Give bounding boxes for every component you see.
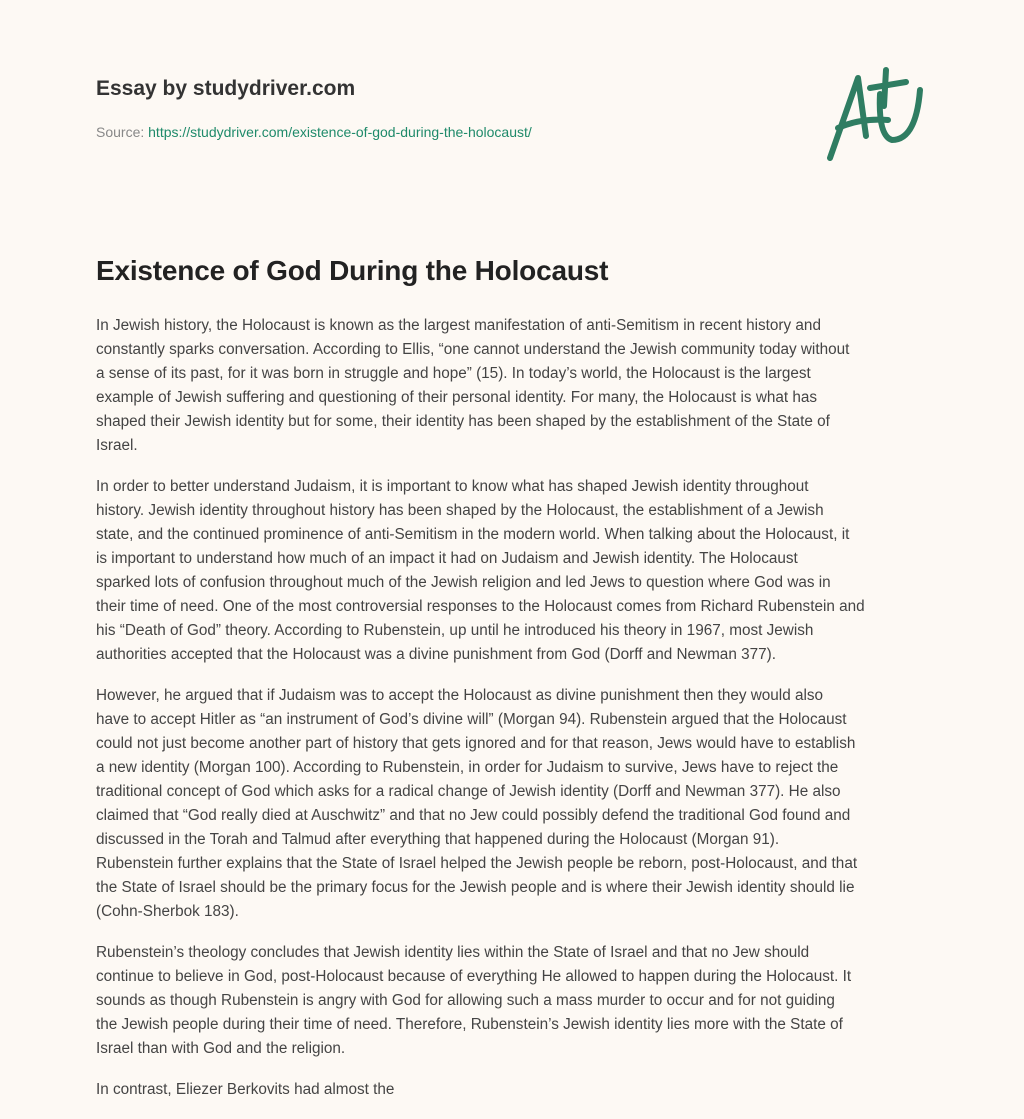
paragraph-line: In Jewish history, the Holocaust is known as the largest manifestation of anti-Semitism in recent history and	[96, 317, 821, 334]
essay-paragraph	[96, 314, 956, 458]
essay-paragraph	[96, 684, 956, 924]
paragraph-line: Rubenstein further explains that the State of Israel helped the Jewish people be reborn, post-Holocaust, and that	[96, 855, 858, 872]
paragraph-line: continue to believe in God, post-Holocaust because of everything He allowed to happen during the Holocaust. It	[96, 968, 852, 985]
page-title: Existence of God During the Holocaust	[96, 255, 609, 286]
paragraph-line: the Jewish people during their time of need. Therefore, Rubenstein’s Jewish identity lies more with the State of	[96, 1016, 843, 1033]
essay-paragraph	[96, 941, 956, 1061]
paragraph-line: a sense of its past, for it was born in struggle and hope” (15). In today’s world, the Holocaust is the largest	[96, 365, 811, 382]
source-line	[96, 124, 532, 140]
paragraph-line: have to accept Hitler as “an instrument of God’s divine will” (Morgan 94). Rubenstein argued that the Holocaust	[96, 711, 847, 728]
paragraph-line: traditional concept of God which asks for a radical change of Jewish identity (Dorff and Newman 377). He also	[96, 783, 841, 800]
essay-paragraph	[96, 1078, 956, 1102]
paragraph-line: (Cohn-Sherbok 183).	[96, 903, 239, 920]
a-plus-logo-icon	[820, 66, 930, 166]
essay-paragraph	[96, 475, 956, 667]
paragraph-line: a new identity (Morgan 100). According to Rubenstein, in order for Judaism to survive, Jews have to reject the	[96, 759, 839, 776]
essay-body	[96, 314, 956, 1119]
paragraph-line: In order to better understand Judaism, it is important to know what has shaped Jewish identity throughout	[96, 478, 809, 495]
paragraph-line: is important to understand how much of an impact it had on Judaism and Jewish identity. The Holocaust	[96, 550, 798, 567]
paragraph-line: could not just become another part of history that gets ignored and for that reason, Jews would have to establish	[96, 735, 856, 752]
paragraph-line: sounds as though Rubenstein is angry with God for allowing such a mass murder to occur and for not guiding	[96, 992, 835, 1009]
paragraph-line: the State of Israel should be the primary focus for the Jewish people and is where their Jewish identity should lie	[96, 879, 855, 896]
paragraph-line: state, and the continued prominence of anti-Semitism in the modern world. When talking about the Holocaust, it	[96, 526, 850, 543]
paragraph-line: history. Jewish identity throughout history has been shaped by the Holocaust, the establishment of a Jewish	[96, 502, 824, 519]
paragraph-line: Israel than with God and the religion.	[96, 1040, 346, 1057]
paragraph-line: Rubenstein’s theology concludes that Jewish identity lies within the State of Israel and that no Jew should	[96, 944, 810, 961]
site-brand: Essay by studydriver.com	[96, 77, 356, 100]
paragraph-line: However, he argued that if Judaism was to accept the Holocaust as divine punishment then they would also	[96, 687, 824, 704]
paragraph-line: sparked lots of confusion throughout much of the Jewish religion and led Jews to question where God was in	[96, 574, 831, 591]
source-link[interactable]: https://studydriver.com/existence-of-god-during-the-holocaust/	[148, 124, 532, 140]
paragraph-line: Israel.	[96, 437, 138, 454]
paragraph-line: claimed that “God really died at Auschwitz” and that no Jew could possibly defend the traditional God found and	[96, 807, 851, 824]
paragraph-line: example of Jewish suffering and questioning of their personal identity. For many, the Holocaust is what has	[96, 389, 818, 406]
paragraph-line: constantly sparks conversation. According to Ellis, “one cannot understand the Jewish community today without	[96, 341, 850, 358]
paragraph-line: discussed in the Torah and Talmud after everything that happened during the Holocaust (Morgan 91).	[96, 831, 780, 848]
paragraph-line: authorities accepted that the Holocaust was a divine punishment from God (Dorff and Newman 377).	[96, 646, 776, 663]
paragraph-line: In contrast, Eliezer Berkovits had almost the	[96, 1081, 395, 1098]
paragraph-line: their time of need. One of the most controversial responses to the Holocaust comes from Richard Rubenstein and	[96, 598, 865, 615]
paragraph-line: shaped their Jewish identity but for some, their identity has been shaped by the establishment of the State of	[96, 413, 830, 430]
paragraph-line: his “Death of God” theory. According to Rubenstein, up until he introduced his theory in 1967, most Jewish	[96, 622, 814, 639]
source-label: Source:	[96, 124, 149, 140]
